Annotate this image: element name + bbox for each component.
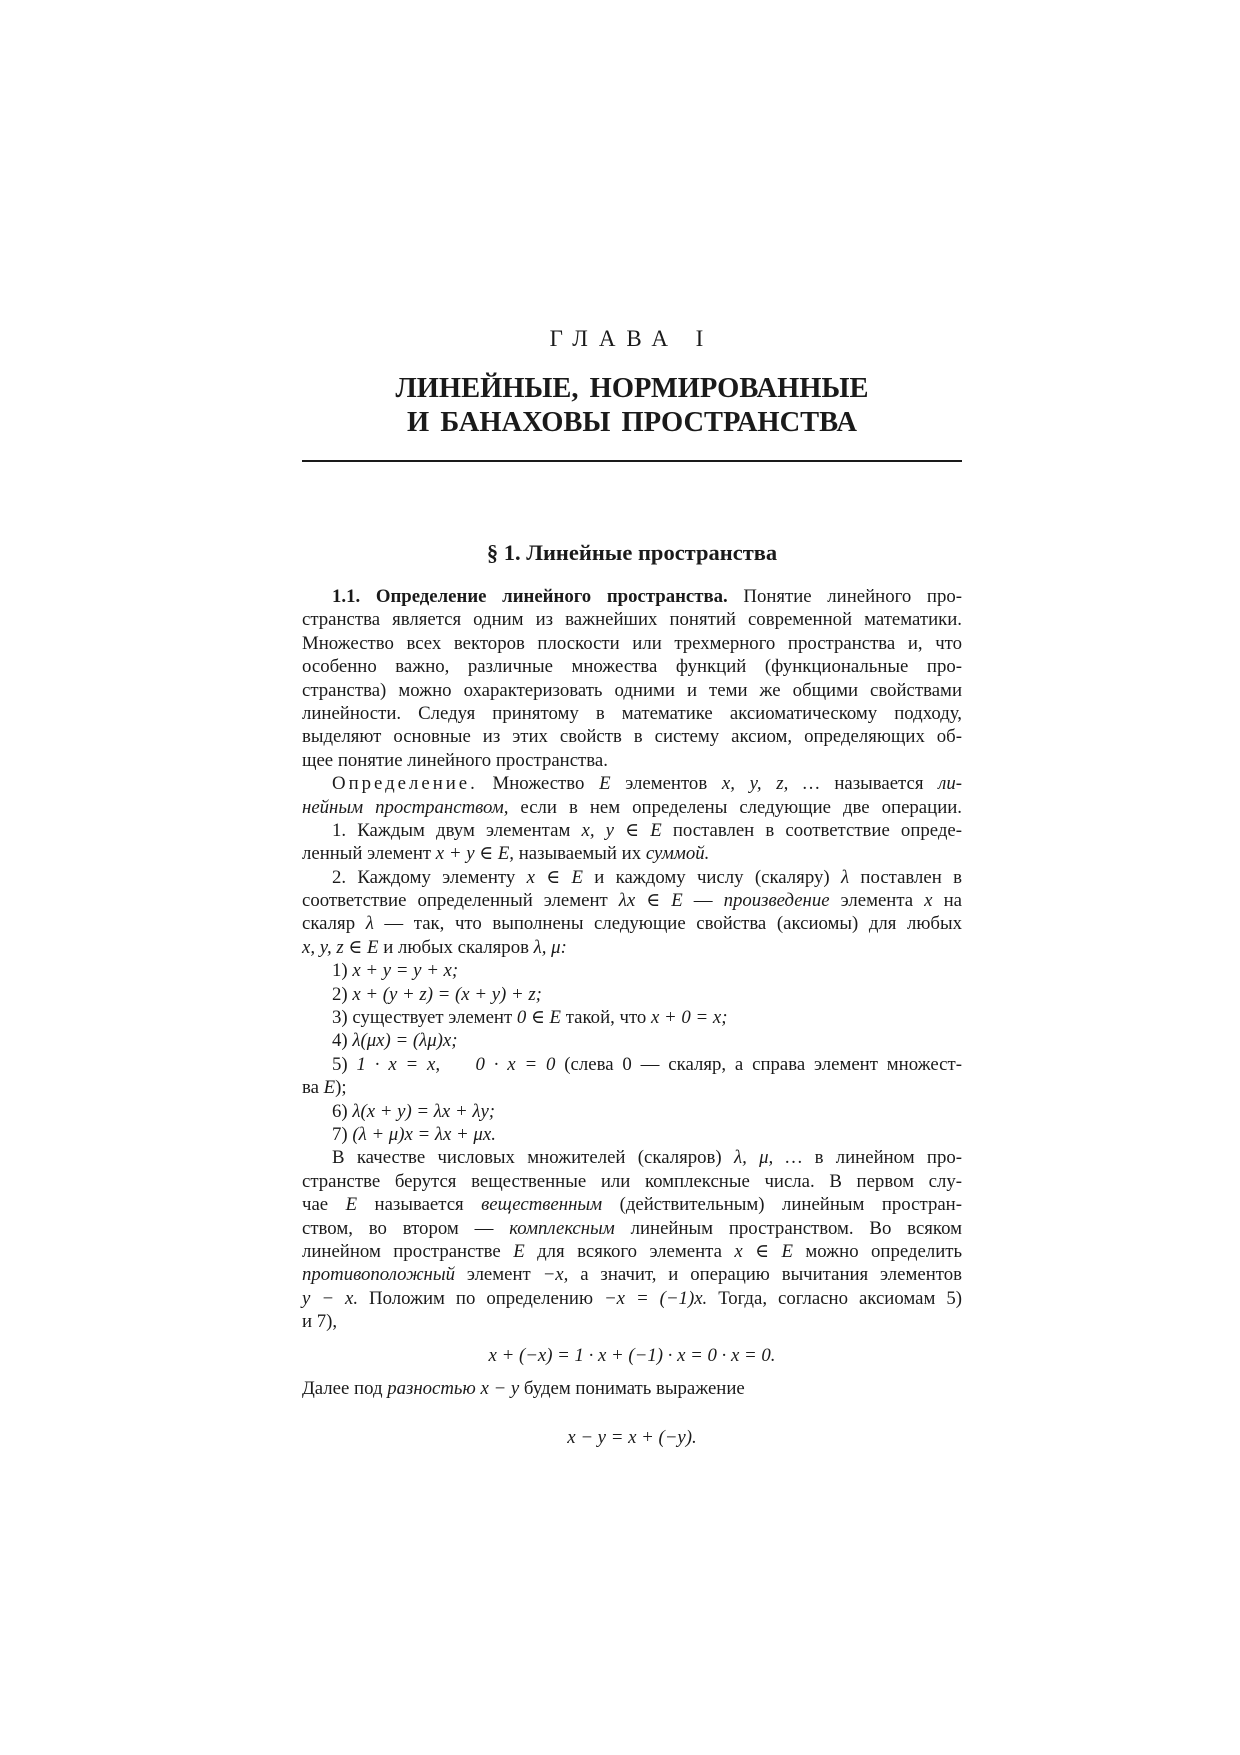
text-line <box>302 819 962 842</box>
italic-term: суммой. <box>645 843 710 865</box>
italic-term: ли- <box>938 773 962 795</box>
text-fragment: в линейном про- <box>814 1147 962 1169</box>
text-fragment: 2. Каждому элементу <box>332 866 516 888</box>
axiom-number: 7) <box>332 1123 348 1145</box>
math: λ(x + y) = λx + λy; <box>352 1100 496 1122</box>
text-fragment: называемый их <box>518 843 642 865</box>
axiom-item <box>302 983 962 1006</box>
math: y − x. <box>302 1287 359 1309</box>
text-fragment: и любых скаляров <box>383 936 529 958</box>
text-fragment: на <box>943 890 962 912</box>
text-line: линейности. Следуя принятому в математике аксиоматическому подходу, <box>302 702 962 724</box>
text-line <box>302 912 962 935</box>
math: (λ + μ)x = λx + μx. <box>352 1123 496 1145</box>
text-line <box>302 1263 962 1286</box>
math: −x, <box>542 1264 569 1286</box>
text-fragment: поставлен в соответствие опреде- <box>672 819 962 841</box>
chapter-title-line-2: И БАНАХОВЫ ПРОСТРАНСТВА <box>407 407 857 438</box>
operation-2 <box>302 866 962 960</box>
axiom-number: 3) <box>332 1007 348 1029</box>
text-fragment: будем понимать выражение <box>523 1377 745 1399</box>
axiom-list <box>302 959 962 1146</box>
math: x, y ∈ E <box>581 819 662 841</box>
display-formula-1: x + (−x) = 1 · x + (−1) · x = 0 · x = 0. <box>488 1344 776 1366</box>
italic-term: произведение <box>723 890 830 912</box>
axiom-item <box>302 1100 962 1123</box>
axiom-number: 1) <box>332 960 348 982</box>
math: x ∈ E <box>734 1240 793 1262</box>
text-fragment: можно определить <box>805 1240 963 1262</box>
text-fragment: поставлен в <box>860 866 962 888</box>
text-fragment: ленный элемент <box>302 843 432 865</box>
math: x, y, z ∈ E <box>302 936 379 958</box>
math: x <box>924 890 933 912</box>
text-fragment: — <box>693 890 713 912</box>
italic-term: разностью <box>387 1377 476 1399</box>
italic-term: вещественным <box>481 1194 603 1216</box>
subsection-heading: 1.1. Определение линейного пространства. <box>332 586 728 607</box>
text-line <box>302 866 962 889</box>
math: λ <box>365 913 374 935</box>
math: λ, μ: <box>533 936 567 958</box>
text-fragment: для всякого элемента <box>537 1240 722 1262</box>
text-line: щее понятие линейного пространства. <box>302 749 608 771</box>
axiom-item <box>302 1029 962 1052</box>
text-line <box>302 842 962 865</box>
text-line <box>302 936 962 959</box>
math: λ(μx) = (λμ)x; <box>352 1030 458 1052</box>
section-title: § 1. Линейные пространства <box>486 540 778 565</box>
text-line: и 7), <box>302 1311 338 1333</box>
display-formula-2: x − y = x + (−y). <box>567 1427 697 1449</box>
text-line <box>302 1240 962 1263</box>
chapter-title <box>302 372 962 440</box>
text-fragment: и каждому числу (скаляру) <box>594 866 830 888</box>
text-fragment: — так, что выполнены следующие свойства (аксиомы) для любых <box>384 913 962 935</box>
paragraph-scalars <box>302 1146 962 1333</box>
math: x + y = y + x; <box>352 960 459 982</box>
text-line <box>302 1146 962 1169</box>
axiom-item <box>302 1123 962 1146</box>
text-line: выделяют основные из этих свойств в систему аксиом, определяющих об- <box>302 726 962 748</box>
math: 1 · x = x, 0 · x = 0 <box>356 1053 556 1075</box>
axiom-item <box>302 1053 962 1076</box>
text-fragment: Тогда, согласно аксиомам 5) <box>718 1287 962 1309</box>
math: E <box>599 773 611 795</box>
text-fragment: а значит, и операцию вычитания элементов <box>580 1264 962 1286</box>
text-fragment: линейном пространстве <box>302 1240 501 1262</box>
text-line <box>302 796 962 819</box>
text-fragment: Далее под <box>302 1377 383 1399</box>
text-line <box>302 1193 962 1216</box>
axiom-number: 4) <box>332 1030 348 1052</box>
math: x ∈ E <box>526 866 583 888</box>
paragraph-1-1 <box>302 585 962 772</box>
text-fragment: элемент <box>466 1264 531 1286</box>
text-fragment: элемента <box>840 890 914 912</box>
text-fragment: если в нем определены следующие две операции. <box>520 796 962 818</box>
text-line <box>302 772 962 795</box>
text-fragment: Понятие линейного про- <box>743 586 962 607</box>
text-fragment: ством, во втором — <box>302 1217 494 1239</box>
definition <box>302 772 962 819</box>
math: E <box>345 1194 358 1216</box>
italic-term: нейным пространством, <box>302 796 509 818</box>
text-line: странстве берутся вещественные или комплексные числа. В первом слу- <box>302 1170 962 1192</box>
math: x + y ∈ E, <box>435 843 514 865</box>
math: x + 0 = x; <box>651 1007 728 1029</box>
text-fragment: чае <box>302 1194 329 1216</box>
text-fragment: Положим по определению <box>369 1287 593 1309</box>
text-fragment: (действительным) линейным простран- <box>619 1194 962 1216</box>
math: x − y <box>480 1377 520 1399</box>
text-fragment: линейным пространством. Во всяком <box>630 1217 963 1239</box>
text-line <box>302 1217 962 1240</box>
math: λ, μ, … <box>733 1147 803 1169</box>
text-fragment: называется <box>374 1194 464 1216</box>
text-fragment: 1. Каждым двум элементам <box>332 819 571 841</box>
axiom-item <box>302 1006 962 1029</box>
text-line: Множество всех векторов плоскости или трехмерного пространства и, что <box>302 632 962 654</box>
text-fragment: называется <box>834 773 924 795</box>
italic-term: противоположный <box>302 1264 455 1286</box>
text-fragment: такой, что <box>565 1007 647 1029</box>
math: λ <box>840 866 850 888</box>
operation-1 <box>302 819 962 866</box>
chapter-label: ГЛАВА I <box>549 326 715 351</box>
chapter-rule <box>302 460 962 462</box>
text-fragment: В качестве числовых множителей (скаляров) <box>332 1147 722 1169</box>
text-line <box>302 1287 962 1310</box>
text-fragment: Множество <box>492 773 585 795</box>
text-line <box>302 889 962 912</box>
text-fragment: соответствие определенный элемент <box>302 890 608 912</box>
chapter-title-line-1: ЛИНЕЙНЫЕ, НОРМИРОВАННЫЕ <box>395 373 869 404</box>
text-line: странства является одним из важнейших понятий современной математики. <box>302 609 962 631</box>
math: 0 ∈ E <box>516 1007 562 1029</box>
text-line <box>302 585 962 608</box>
body-text <box>302 585 962 1450</box>
axiom-number: 2) <box>332 983 348 1005</box>
math: −x = (−1)x. <box>603 1287 708 1309</box>
text-fragment: ва <box>302 1077 319 1099</box>
text-fragment: (слева 0 — скаляр, а справа элемент множест- <box>564 1053 962 1075</box>
text-fragment: скаляр <box>302 913 356 935</box>
axiom-number: 5) <box>332 1053 348 1075</box>
axiom-number: 6) <box>332 1100 348 1122</box>
text-line: странства) можно охарактеризовать одними и теми же общими свойствами <box>302 679 962 701</box>
definition-label: Определение. <box>332 773 478 795</box>
math: x + (y + z) = (x + y) + z; <box>352 983 542 1005</box>
text-line <box>302 1377 962 1400</box>
text-fragment: существует элемент <box>352 1007 513 1029</box>
math: x, y, z, … <box>721 773 820 795</box>
italic-term: комплексным <box>509 1217 615 1239</box>
text-line <box>302 1076 962 1099</box>
axiom-item <box>302 959 962 982</box>
text-fragment: элементов <box>625 773 708 795</box>
text-line: особенно важно, различные множества функций (функциональные про- <box>302 656 962 678</box>
math: λx ∈ E <box>618 890 683 912</box>
math: E <box>323 1077 336 1099</box>
math: E <box>513 1240 525 1262</box>
text-fragment: ); <box>335 1077 347 1099</box>
